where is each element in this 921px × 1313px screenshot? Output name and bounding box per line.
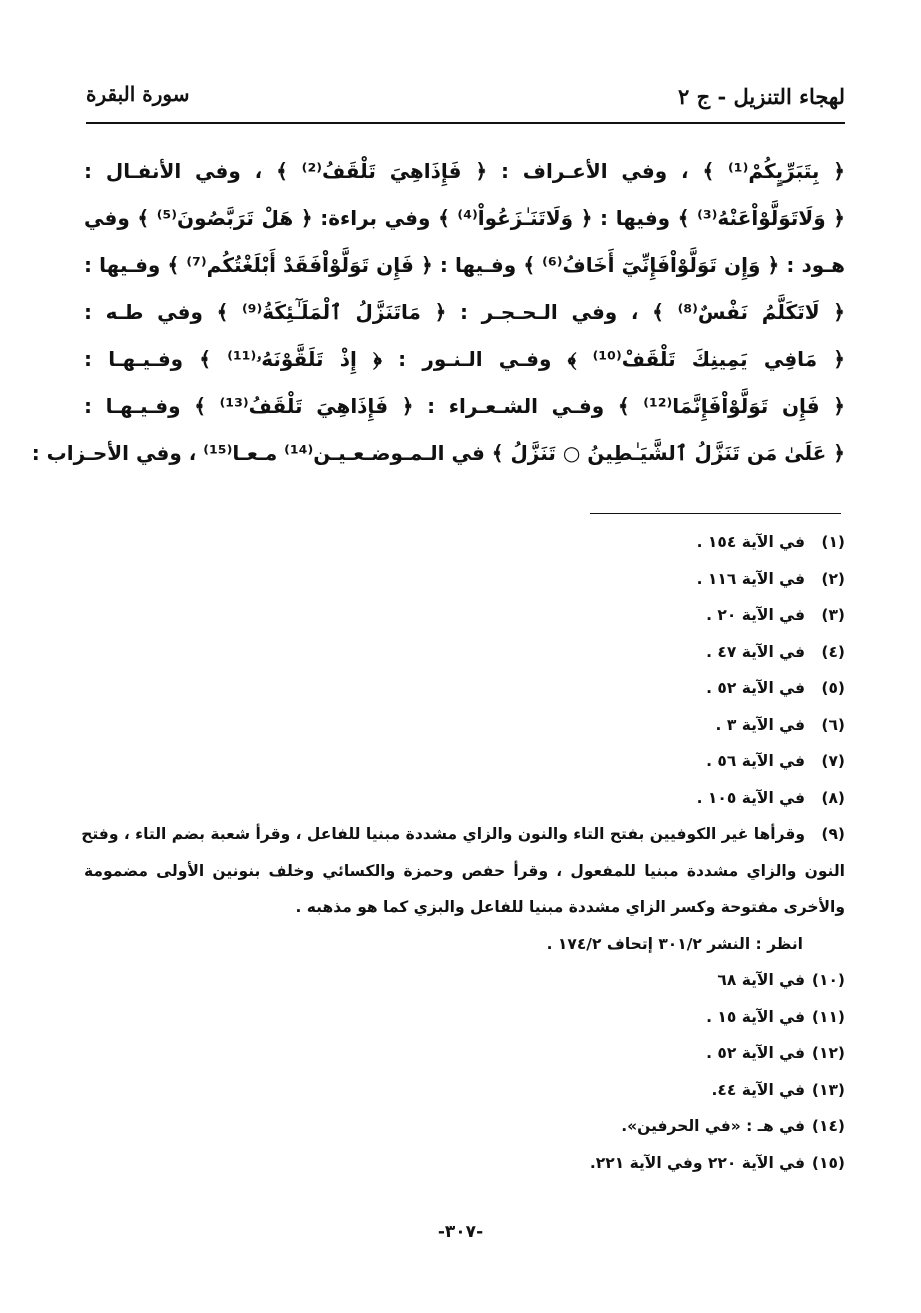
text-line: ﴿ مَافِي يَمِينِكَ تَلْقَفْ⁽¹⁰⁾ ﴾ وفـي الـنـور : ﴿ إِذْ تَلَقَّوْنَهُۥ⁽¹¹⁾ ﴾ وفـيـهـا : [84,347,845,371]
footnote [84,524,845,561]
footnote [84,780,845,817]
page-header [86,78,845,128]
header-rule [86,122,845,124]
footnote-number: (٤) [821,642,845,661]
footnote-number: (١٠) [811,971,845,989]
footnote-text: في الآية ١٥ . [706,1007,805,1026]
footnote-number: (١٢) [811,1044,845,1062]
text-line: هـود : ﴿ وَإِن تَوَلَّوْاْفَإِنِّيٓ أَخَافُ⁽⁶⁾ ﴾ وفـيها : ﴿ فَإِن تَوَلَّوْاْفَقَدْ أَبْلَغْتُكُم⁽⁷⁾ ﴾ وفـيها : [84,253,845,277]
footnote-text: في الآية ٤٧ . [706,642,805,661]
text-line: ﴿ وَلَاتَوَلَّوْاْعَنْهُ⁽³⁾ ﴾ وفيها : ﴿ وَلَاتَنَـٰزَعُواْ⁽⁴⁾ ﴾ وفي براءة: ﴿ هَلْ تَرَبَّصُونَ⁽⁵⁾ ﴾ وفي [84,206,845,230]
footnote-continuation: النون والزاي مشددة مبنيا للمفعول ، وقرأ حفص وحمزة والكسائي وخلف بنونين الأولى مضمومة [84,861,845,880]
footnote-reference: انظر : النشر ٣٠١/٢ إتحاف ١٧٤/٢ . [546,934,803,953]
surah-title: سورة البقرة [86,82,190,106]
footnote-text: في الآية ٤٤. [711,1080,805,1099]
footnote-number: (١) [821,533,845,551]
text-line: ﴿ بِتَبَرِّيٍكُمْ⁽¹⁾ ﴾ ، وفي الأعـراف : ﴿ فَإِذَاهِيَ تَلْقَفُ⁽²⁾ ﴾ ، وفي الأنفـال : [84,159,845,183]
footnote [84,962,845,999]
footnote-number: (٩) [821,825,845,843]
footnote [84,1072,845,1109]
footnote-number: (١٤) [811,1117,845,1135]
footnote-number: (٣) [821,606,845,624]
footnotes [81,524,845,1181]
footnote-text: في الآية ٥٢ . [706,1044,805,1062]
footnote-number: (١٥) [811,1153,845,1172]
footnote-number: (١٣) [811,1080,845,1099]
footnote-number: (١١) [811,1007,845,1026]
footnote-number: (٥) [821,679,845,697]
footnote-number: (٨) [821,788,845,807]
footnote [81,816,845,853]
footnote [84,1108,845,1145]
page-number: -٣٠٧- [437,1222,484,1242]
footnote-text: في الآية ٥٦ . [706,752,805,770]
footnote [84,707,845,744]
footnote [84,1035,845,1072]
main-text [31,148,846,477]
footnote-text: في الآية ٦٨ [717,971,805,989]
footnote [84,999,845,1036]
footnote [84,670,845,707]
footnote-number: (٦) [821,715,845,734]
footnote-text: في الآية ٥٢ . [706,679,805,697]
book-title: لهجاء التنزيل - ج ٢ [678,84,845,109]
text-line: ﴿ فَإِن تَوَلَّوْاْفَإِنَّمَا⁽¹²⁾ ﴾ وفـي الشـعـراء : ﴿ فَإِذَاهِيَ تَلْقَفُ⁽¹³⁾ ﴾ وفـيـهـا : [84,394,845,418]
footnote-continuation: والأخرى مفتوحة وكسر الزاي مشددة مبنيا للفاعل والبزي كما هو مذهبه . [295,898,845,916]
footnote [84,561,845,598]
footnote-text: في الآية ١١٦ . [696,569,805,588]
text-line: ﴿ عَلَىٰ مَن تَنَزَّلُ ٱلشَّيَـٰطِينُ ○ تَنَزَّلُ ﴾ في الـمـوضـعـيـن⁽¹⁴⁾ مـعـا⁽¹⁵⁾ ، وفي الأحـزاب : [31,441,845,465]
footnote-text: وقرأها غير الكوفيين بفتح التاء والنون والزاي مشددة مبنيا للفاعل ، وقرأ شعبة بضم التاء ، وفتح [81,825,805,843]
footnote-text: في الآية ١٠٥ . [696,788,805,807]
footnote-text: في الآية ٢٢٠ وفي الآية ٢٢١. [589,1153,805,1172]
text-line: ﴿ لَاتَكَلَّمُ نَفْسٌ⁽⁸⁾ ﴾ ، وفي الـحـجـر : ﴿ مَاتَنَزَّلُ ٱلْمَلَـٰٓئِكَةُ⁽⁹⁾ ﴾ وفي طـه : [84,300,846,324]
footnote-rule [590,513,841,514]
footnote-text: في الآية ٢٠ . [706,606,805,624]
footnote [84,743,845,780]
footnote [84,1145,845,1182]
footnote-text: في الآية ٣ . [715,715,805,734]
footnote-text: في الآية ١٥٤ . [696,533,805,551]
footnote [84,597,845,634]
footnote-number: (٢) [821,569,845,588]
footnote [84,634,845,671]
footnote-number: (٧) [821,752,845,770]
footnote-text: في هـ : «في الحرفين». [621,1117,805,1135]
